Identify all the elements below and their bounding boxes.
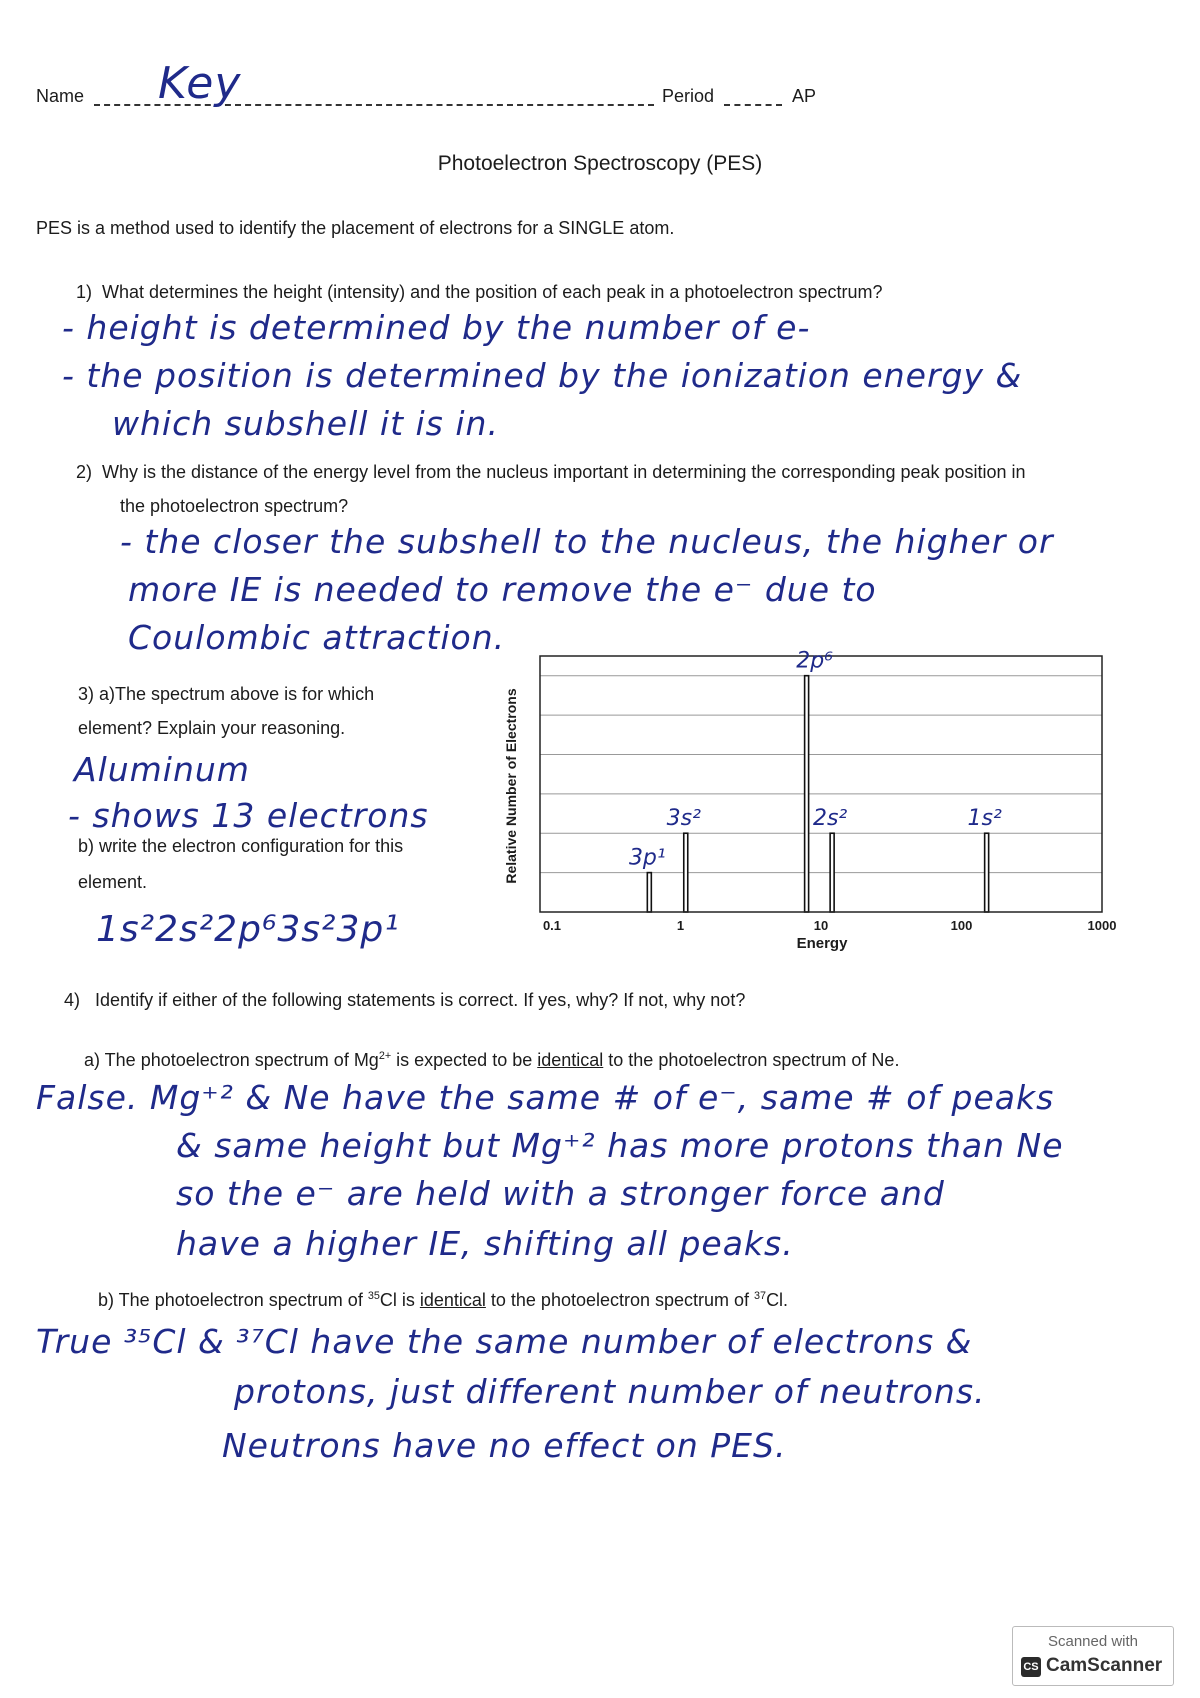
chart-peak-label: 2s² xyxy=(812,806,848,832)
chart-x-tick-label: 100 xyxy=(950,918,973,933)
name-label: Name xyxy=(36,86,85,106)
chart-peak-bar xyxy=(985,833,989,912)
q4a-answer-line: False. Mg⁺² & Ne have the same # of e⁻, same # of peaks xyxy=(36,1078,1055,1117)
course-label: AP xyxy=(792,86,817,106)
q4b-answer-line: Neutrons have no effect on PES. xyxy=(222,1426,787,1465)
camscanner-brand: CamScanner xyxy=(1046,1655,1163,1676)
period-line xyxy=(724,104,782,106)
q1-number: 1) xyxy=(76,282,93,302)
q2-answer-line: - the closer the subshell to the nucleus, the higher or xyxy=(120,522,1054,561)
camscanner-logo-icon: CS xyxy=(1021,1657,1041,1677)
q4b-identical: identical xyxy=(419,1290,486,1310)
q1-text: What determines the height (intensity) and the position of each peak in a photoelectron spectrum? xyxy=(102,282,883,302)
name-answer: Key xyxy=(158,58,242,109)
q4-question xyxy=(64,990,745,1011)
q4b-pre: b) The photoelectron spectrum of xyxy=(98,1290,368,1310)
q4b-answer-line: True ³⁵Cl & ³⁷Cl have the same number of electrons & xyxy=(36,1322,973,1361)
chart-plot-frame xyxy=(540,656,1102,912)
q3a-answer-element: Aluminum xyxy=(74,750,250,789)
q4b-mid2: to the photoelectron spectrum of xyxy=(485,1290,755,1310)
q4b-mid1: Cl is xyxy=(379,1290,420,1310)
q4-number: 4) xyxy=(64,990,81,1010)
q3b-question-line2: element. xyxy=(78,872,148,892)
q2-number: 2) xyxy=(76,462,93,482)
page-title: Photoelectron Spectroscopy (PES) xyxy=(437,152,763,175)
q4b-statement xyxy=(98,1290,788,1311)
q4a-mid: is expected to be xyxy=(391,1050,538,1070)
intro-text: PES is a method used to identify the placement of electrons for a SINGLE atom. xyxy=(36,218,675,238)
q3a-question-line1: 3) a)The spectrum above is for which xyxy=(78,684,375,704)
chart-peak-bar xyxy=(647,873,651,912)
q4a-answer-line: have a higher IE, shifting all peaks. xyxy=(176,1224,794,1263)
chart-y-axis-label: Relative Number of Electrons xyxy=(503,688,519,884)
q3b-answer-config: 1s²2s²2p⁶3s²3p¹ xyxy=(96,909,400,950)
chart-tick-labels xyxy=(543,918,1117,933)
camscanner-watermark xyxy=(1012,1626,1174,1686)
chart-peak-bar xyxy=(684,833,688,912)
q4a-pre: a) The photoelectron spectrum of Mg xyxy=(84,1050,379,1070)
q3a-question-line2: element? Explain your reasoning. xyxy=(78,718,346,738)
chart-x-axis-label: Energy xyxy=(796,935,848,952)
q1-answer-line: - the position is determined by the ionization energy & xyxy=(62,356,1023,395)
chart-x-tick-label: 10 xyxy=(813,918,829,933)
chart-peak-label: 2p⁶ xyxy=(796,648,834,674)
chart-x-tick-label: 0.1 xyxy=(542,918,562,933)
q4a-statement xyxy=(84,1050,899,1071)
period-label: Period xyxy=(662,86,715,106)
q2-question-line2: the photoelectron spectrum? xyxy=(120,496,349,516)
q1-answer-line: - height is determined by the number of e- xyxy=(62,308,811,347)
q3a-answer-reason: - shows 13 electrons xyxy=(68,796,429,835)
q4a-charge: 2+ xyxy=(378,1050,392,1062)
chart-gridlines xyxy=(540,676,1102,873)
q4b-isotope1: 35 xyxy=(367,1290,380,1302)
q2-answer-line: more IE is needed to remove the e⁻ due to xyxy=(128,570,877,609)
q4a-post: to the photoelectron spectrum of Ne. xyxy=(603,1050,900,1070)
q4a-answer-line: & same height but Mg⁺² has more protons than Ne xyxy=(176,1126,1064,1165)
q4b-post: Cl. xyxy=(766,1290,789,1310)
chart-peak-label: 1s² xyxy=(967,806,1002,832)
chart-peak-bar xyxy=(830,833,834,912)
q4b-answer-line: protons, just different number of neutrons. xyxy=(234,1372,986,1411)
chart-peak-bar xyxy=(805,676,809,912)
q4a-identical: identical xyxy=(537,1050,604,1070)
chart-peak-label: 3p¹ xyxy=(628,845,666,871)
q4a-answer-line: so the e⁻ are held with a stronger force and xyxy=(176,1174,945,1213)
q2-question-line1 xyxy=(76,462,1026,483)
chart-x-tick-label: 1 xyxy=(676,918,685,933)
q2-answer-line: Coulombic attraction. xyxy=(128,618,506,657)
q1-answer-line: which subshell it is in. xyxy=(112,404,499,443)
chart-peak-label: 3s² xyxy=(666,806,701,832)
q2-text: Why is the distance of the energy level from the nucleus important in determining the corresponding peak position in xyxy=(102,462,1026,482)
q1-question xyxy=(76,282,883,303)
q3b-question-line1: b) write the electron configuration for this xyxy=(78,836,404,856)
pes-chart xyxy=(480,640,1150,960)
scanned-with-label: Scanned with xyxy=(1047,1633,1139,1650)
q4-text: Identify if either of the following statements is correct. If yes, why? If not, why not? xyxy=(95,990,746,1010)
chart-x-tick-label: 1000 xyxy=(1087,918,1117,933)
q4b-isotope2: 37 xyxy=(754,1290,767,1302)
